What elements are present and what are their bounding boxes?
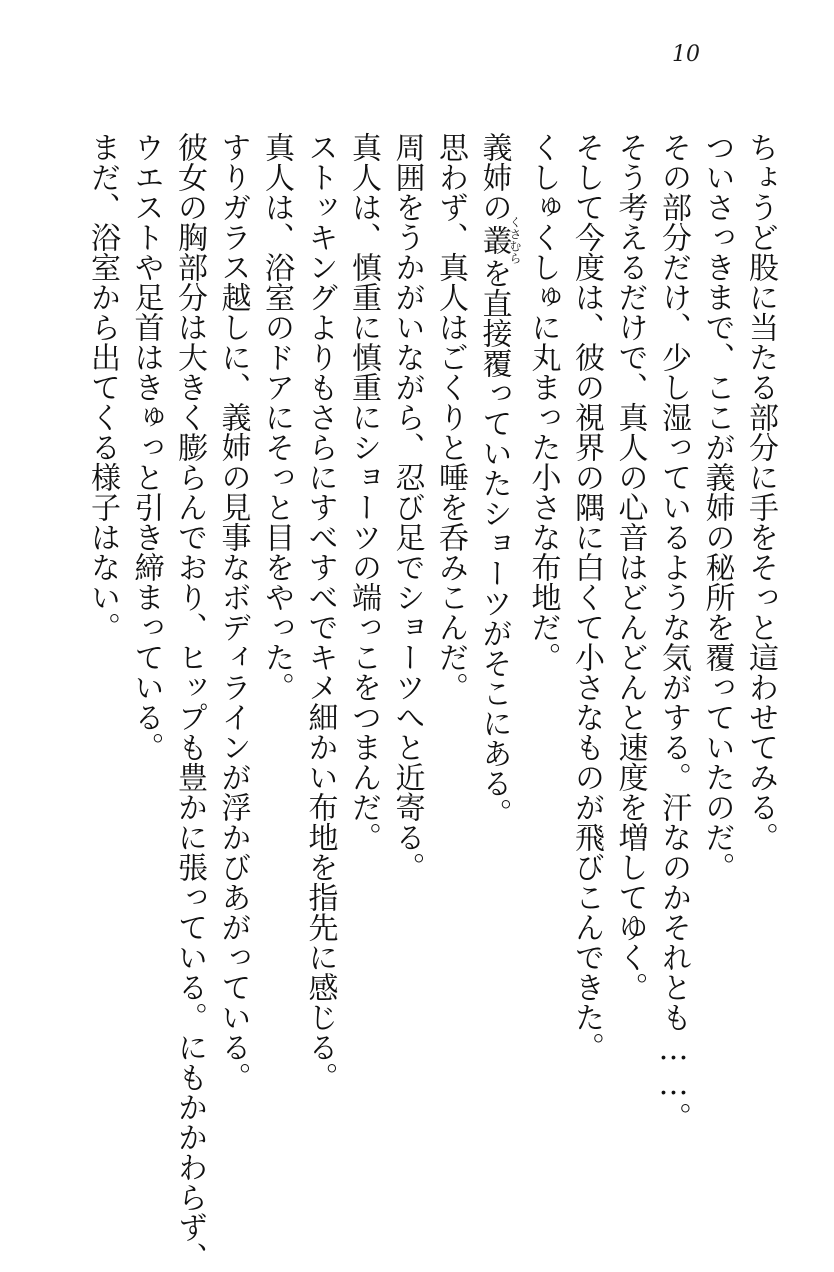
text-line: 真人は、浴室のドアにそっと目をやった。 — [259, 132, 294, 702]
text-line: 彼女の胸部分は大きく膨らんでおり、ヒップも豊かに張っている。にもかかわらず、 — [172, 132, 207, 1272]
text-line: ウエストや足首はきゅっと引き締まっている。 — [128, 132, 164, 762]
page-number: 10 — [672, 42, 700, 67]
ruby-base: 叢 — [476, 216, 512, 264]
ruby-word — [476, 216, 522, 264]
text-line: まだ、浴室から出てくる様子はない。 — [85, 132, 120, 642]
text-line: すりガラス越しに、義姉の見事なボディラインが浮かびあがっている。 — [215, 132, 251, 1092]
text-line-prefix: 義姉の — [476, 132, 512, 222]
body-text — [81, 132, 783, 1272]
text-line: そう考えるだけで、真人の心音はどんどんと速度を増してゆく。 — [612, 132, 648, 1002]
text-line-suffix: を直接覆っていたショーツがそこにある。 — [476, 258, 512, 828]
text-line: 思わず、真人はごくりと唾を呑みこんだ。 — [433, 132, 468, 702]
text-line: くしゅくしゅに丸まった小さな布地だ。 — [525, 132, 561, 672]
text-line: ストッキングよりもさらにすべすべでキメ細かい布地を指先に感じる。 — [302, 132, 338, 1092]
text-line-with-ruby — [472, 132, 521, 1162]
text-line: その部分だけ、少し湿っているような気がする。汗なのかそれとも……。 — [656, 132, 691, 1132]
text-line: 周囲をうかがいながら、忍び足でショーツへと近寄る。 — [389, 132, 425, 882]
text-line: ちょうど股に当たる部分に手をそっと這わせてみる。 — [743, 132, 778, 852]
text-line: そして今度は、彼の視界の隅に白くて小さなものが飛びこんできた。 — [569, 132, 604, 1062]
text-line: ついさっきまで、ここが義姉の秘所を覆っていたのだ。 — [699, 132, 735, 882]
ruby-reading: くさむら — [508, 216, 522, 264]
text-line: 真人は、慎重に慎重にショーツの端っこをつまんだ。 — [346, 132, 381, 852]
